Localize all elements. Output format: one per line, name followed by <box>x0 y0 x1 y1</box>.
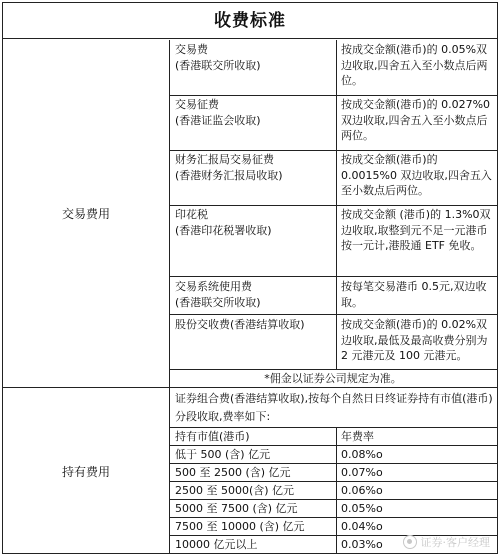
tier-range: 2500 至 5000(含) 亿元 <box>175 484 295 497</box>
tier-range: 5000 至 7500 (含) 亿元 <box>175 502 298 515</box>
tier-rate: 0.07%o <box>341 466 383 479</box>
header-holding-value: 持有市值(港币) <box>175 430 250 443</box>
tier-rate: 0.06%o <box>341 484 383 497</box>
category-holding-fees: 持有费用 <box>61 465 110 479</box>
fee-collector: (香港印花税署收取) <box>175 223 272 237</box>
fee-name-cell <box>175 42 335 73</box>
category-trading-fees: 交易费用 <box>61 207 110 221</box>
fee-name-cell <box>175 152 335 183</box>
tier-rate: 0.08%o <box>341 448 383 461</box>
fee-name-cell <box>175 97 335 128</box>
tier-rate: 0.03%o <box>341 538 383 551</box>
tier-rate: 0.05%o <box>341 502 383 515</box>
header-annual-rate: 年费率 <box>341 430 374 443</box>
fee-desc: 按成交金额(港币)的 0.05%双边收取,四舍五入至小数点后两位。 <box>341 43 488 87</box>
commission-note: *佣金以证券公司规定为准。 <box>264 372 402 385</box>
watermark <box>403 534 491 550</box>
fee-name: 交易征费 <box>175 98 219 111</box>
fee-name-cell <box>175 279 335 310</box>
fee-desc: 按成交金额(港币)的 0.027%0双边收取,四舍五入至小数点后两位。 <box>341 98 491 142</box>
fee-desc: 按每笔交易港币 0.5元,双边收取。 <box>341 280 487 309</box>
fee-table <box>2 2 498 554</box>
divider <box>169 463 497 464</box>
tier-range: 低于 500 (含) 亿元 <box>175 448 271 461</box>
fee-desc: 按成交金额(港币)的 0.02%双边收取,最低及最高收费分别为 2 元港元及 100 元港元。 <box>341 318 488 362</box>
fee-name: 印花税 <box>175 208 208 221</box>
fee-name: 交易系统使用费 <box>175 280 252 293</box>
divider <box>169 276 497 277</box>
fee-name: 交易费 <box>175 43 208 56</box>
divider <box>169 40 170 554</box>
fee-desc: 按成交金额 (港币)的 1.3%0双边收取,取整到元不足一元港币按一元计,港股通 ETF 免收。 <box>341 208 491 252</box>
chat-bubble-icon <box>403 535 417 549</box>
divider <box>169 427 497 428</box>
watermark-text: 证券·客户经理 <box>420 536 490 549</box>
divider <box>169 517 497 518</box>
divider <box>169 481 497 482</box>
fee-collector: (香港联交所收取) <box>175 295 261 309</box>
page-title: 收费标准 <box>3 3 497 39</box>
divider <box>169 314 497 315</box>
fee-name-cell <box>175 317 335 333</box>
tier-range: 7500 至 10000 (含) 亿元 <box>175 520 305 533</box>
divider <box>169 150 497 151</box>
divider <box>169 445 497 446</box>
fee-collector: (香港证监会收取) <box>175 113 261 127</box>
fee-collector: (香港联交所收取) <box>175 58 261 72</box>
fee-collector: (香港财务汇报局收取) <box>175 168 283 182</box>
divider <box>169 205 497 206</box>
divider <box>3 387 497 388</box>
fee-desc: 按成交金额(港币)的 0.0015%0 双边收取,四舍五入至小数点后两位。 <box>341 153 492 197</box>
tier-rate: 0.04%o <box>341 520 383 533</box>
holding-intro: 证券组合费(香港结算收取),按每个自然日日终证券持有市值(港币)分段收取,费率如下: <box>175 392 493 423</box>
tier-range: 500 至 2500 (含) 亿元 <box>175 466 291 479</box>
fee-name: 财务汇报局交易征费 <box>175 153 274 166</box>
fee-name-cell <box>175 207 335 238</box>
fee-name: 股份交收费(香港结算收取) <box>175 318 305 331</box>
divider <box>169 499 497 500</box>
tier-range: 10000 亿元以上 <box>175 538 258 551</box>
divider <box>169 95 497 96</box>
